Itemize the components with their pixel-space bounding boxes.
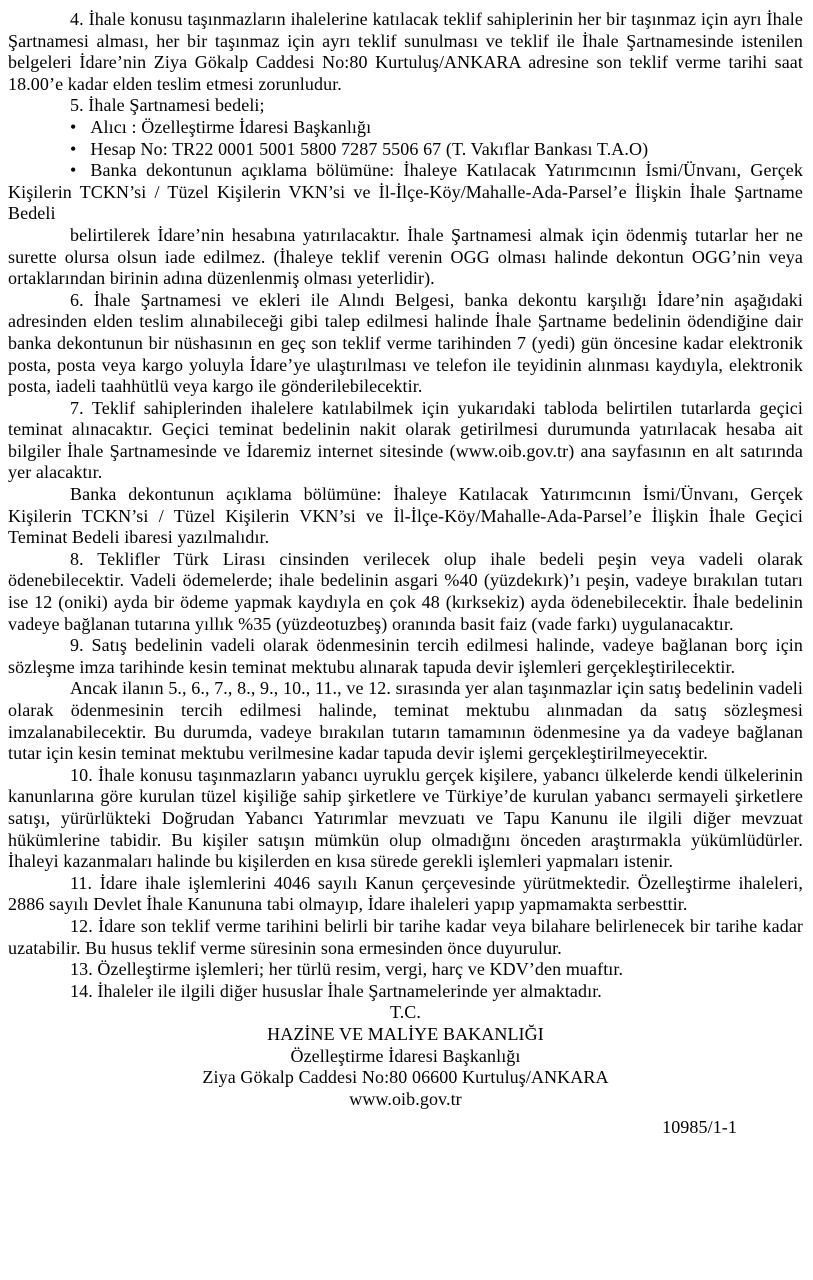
para-item-8: 8. Teklifler Türk Lirası cinsinden verilecek olup ihale bedeli peşin veya vadeli olarak ödenebilecektir. Vadeli ödemelerde; ihale bedelinin asgari %40 (yüzdekırk)’ı peşin, vadeye bırakılan tutarı ise 12 (oniki) ayda bir ödeme yapmak kaydıyla en çok 48 (kırksekiz) ayda ödenebilecektir. İhale bedelinin vadeye bağlanan tutarına yıllık %35 (yüzdeotuzbeş) oranında basit faiz (vade farkı) uygulanacaktır. bbox=[8, 548, 803, 634]
footer-reference-number: 10985/1-1 bbox=[662, 1117, 737, 1138]
footer-ministry-name: HAZİNE VE MALİYE BAKANLIĞI bbox=[267, 1023, 544, 1044]
para-item-12: 12. İdare son teklif verme tarihini belirli bir tarihe kadar veya bilahare belirlenecek bir tarihe kadar uzatabilir. Bu husus teklif verme süresinin sona ermesinden önce duyurulur. bbox=[8, 915, 803, 958]
footer-website: www.oib.gov.tr bbox=[349, 1088, 462, 1109]
para-ancak-ilanin: Ancak ilanın 5., 6., 7., 8., 9., 10., 11., ve 12. sırasında yer alan taşınmazlar için satış bedelinin vadeli olarak ödenmesinin tercih edilmesi halinde, teminat mektubu alınmadan da satış sözleşmesi imzalanabilecektir. Bu durumda, vadeye bırakılan tutarın tamamının ödenmesine ya da vadeye bağlanan tutar için kesin teminat mektubu verilmesine kadar tapuda devir işlemi gerçekleştirilmeyecektir. bbox=[8, 678, 803, 764]
para-belirtilerek: belirtilerek İdare’nin hesabına yatırılacaktır. İhale Şartnamesi almak için ödenmiş tutarlar her ne surette olursa olsun iade edilmez. (İhaleye teklif verenin OGG olması halinde dekontun OGG’nin veya ortaklarından birinin adına düzenlenmiş olması yeterlidir). bbox=[8, 224, 803, 289]
para-item-13: 13. Özelleştirme işlemleri; her türlü resim, vergi, harç ve KDV’den muaftır. bbox=[70, 959, 624, 980]
para-item-10: 10. İhale konusu taşınmazların yabancı uyruklu gerçek kişilere, yabancı ülkelerde kendi ülkelerinin kanunlarına göre kurulan tüzel kişiliğe sahip şirketlere ve Türkiye’de kurulan yabancı sermayeli şirketlere satışı, yürürlükteki Doğrudan Yabancı Yatırımlar mevzuatı ve Tapu Kanunu ile ilgili diğer mevzuat hükümlerine tabidir. Bu kişiler satışın mümkün olup olmadığını önceden araştırmakla yükümlüdürler. İhaleyi kazanmaları halinde bu kişilerden en kısa sürede gerekli işlemleri yapmaları istenir. bbox=[8, 764, 803, 872]
footer-tc: T.C. bbox=[389, 1002, 422, 1023]
para-sartname-bedeli-header: 5. İhale Şartnamesi bedeli; bbox=[70, 95, 265, 116]
bullet-icon: • bbox=[70, 138, 77, 159]
bullet-icon: • bbox=[70, 160, 77, 181]
bullet-banka-dekontu-text: Banka dekontunun açıklama bölümüne: İhaleye Katılacak Yatırımcının İsmi/Ünvanı, Gerçek Kişilerin TCKN’si / Tüzel Kişilerin VKN’si ve İl-İlçe-Köy/Mahalle-Ada-Parsel’e İlişkin İhale Şartname Bedeli bbox=[8, 160, 803, 224]
bullet-hesap-no-text: Hesap No: TR22 0001 5001 5800 7287 5506 67 (T. Vakıflar Bankası T.A.O) bbox=[90, 138, 649, 159]
footer-address: Ziya Gökalp Caddesi No:80 06600 Kurtuluş/ANKARA bbox=[202, 1067, 609, 1088]
para-item-7: 7. Teklif sahiplerinden ihalelere katılabilmek için yukarıdaki tabloda belirtilen tutarlarda geçici teminat alınacaktır. Geçici teminat bedelinin nakit olarak getirilmesi durumunda yatırılacak hesaba ait bilgiler İhale Şartnamesinde ve İdaremiz internet sitesinde (www.oib.gov.tr) ana sayfasının en alt satırında yer alacaktır. bbox=[8, 397, 803, 483]
para-item-9: 9. Satış bedelinin vadeli olarak ödenmesinin tercih edilmesi halinde, vadeye bağlanan borç için sözleşme imza tarihinde kesin teminat mektubu alınarak tapuda devir işlemleri gerçekleştirilecektir. bbox=[8, 635, 803, 677]
bullet-alici bbox=[8, 117, 803, 139]
para-banka-dekontu-teminat: Banka dekontunun açıklama bölümüne: İhaleye Katılacak Yatırımcının İsmi/Ünvanı, Gerçek Kişilerin TCKN’si / Tüzel Kişilerin VKN’si ve İl-İlçe-Köy/Mahalle-Ada-Parsel’e İlişkin İhale Geçici Teminat Bedeli ibaresi yazılmalıdır. bbox=[8, 484, 803, 548]
footer-administration-name: Özelleştirme İdaresi Başkanlığı bbox=[290, 1045, 521, 1066]
footer-block bbox=[8, 1002, 803, 1139]
bullet-hesap-no bbox=[8, 139, 803, 161]
para-item-14: 14. İhaleler ile ilgili diğer hususlar İhale Şartnamelerinde yer almaktadır. bbox=[70, 980, 602, 1001]
bullet-alici-text: Alıcı : Özelleştirme İdaresi Başkanlığı bbox=[90, 116, 372, 137]
para-item-4: 4. İhale konusu taşınmazların ihalelerine katılacak teklif sahiplerinin her bir taşınmaz için ayrı İhale Şartnamesi alması, her bir taşınmaz için ayrı teklif sunulması ve teklif ile İhale Şartnamesinde istenilen belgeleri İdare’nin Ziya Gökalp Caddesi No:80 Kurtuluş/ANKARA adresine son teklif verme tarihi saat 18.00’e kadar elden teslim etmesi zorunludur. bbox=[8, 9, 803, 94]
para-item-6: 6. İhale Şartnamesi ve ekleri ile Alındı Belgesi, banka dekontu karşılığı İdare’nin aşağıdaki adresinden elden teslim alınabileceği gibi talep edilmesi halinde İhale Şartname bedelinin ödendiğine dair banka dekontunun bir nüshasının en geç son teklif verme tarihinden 7 (yedi) gün öncesine kadar elektronik posta, posta veya kargo yoluyla İdare’ye ulaştırılması ve telefon ile teyidinin alınması kaydıyla, elektronik posta, iadeli taahhütlü veya kargo ile gönderilebilecektir. bbox=[8, 289, 803, 397]
para-item-11: 11. İdare ihale işlemlerini 4046 sayılı Kanun çerçevesinde yürütmektedir. Özelleştirme ihaleleri, 2886 sayılı Devlet İhale Kanununa tabi olmayıp, İdare ihaleleri yapıp yapmamakta serbesttir. bbox=[8, 872, 803, 915]
bullet-icon: • bbox=[70, 116, 77, 137]
bullet-banka-dekontu bbox=[8, 160, 803, 225]
